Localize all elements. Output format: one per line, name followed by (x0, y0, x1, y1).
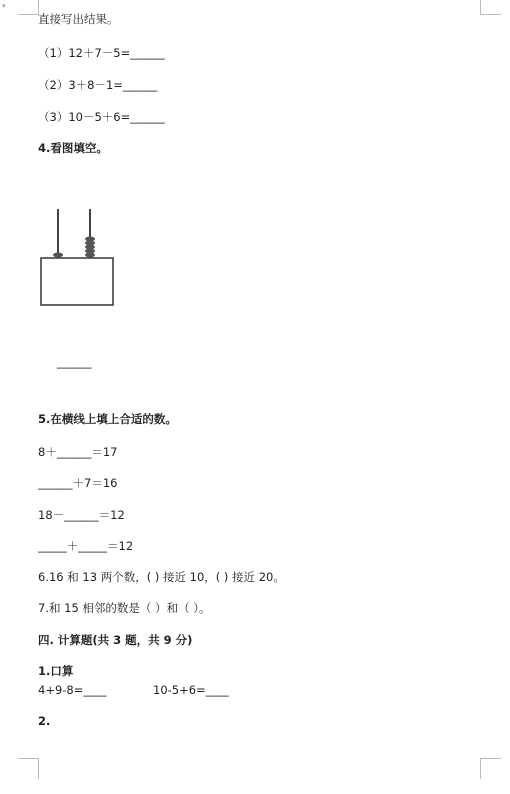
fill-in-4: _____＋_____＝12 (38, 539, 134, 553)
section-5-title: 5.在横线上填上合适的数。 (38, 412, 177, 426)
abacus-figure (38, 205, 118, 309)
subsection-1-title: 1.口算 (38, 664, 74, 678)
corner-mark-top-left (18, 0, 39, 15)
abacus-bead (53, 253, 63, 258)
abacus-frame (41, 258, 113, 305)
section-4-title: 4.看图填空。 (38, 141, 108, 155)
collapse-marker-icon[interactable]: ▾ (2, 2, 6, 10)
question-7: 7.和 15 相邻的数是（ ）和（ ）。 (38, 601, 211, 615)
oral-calc-1: 4+9-8=____ (38, 683, 107, 697)
corner-mark-bottom-left (18, 758, 39, 779)
instruction-line: 直接写出结果。 (38, 12, 119, 26)
question-3: （3）10－5＋6=______ (38, 110, 165, 124)
fill-in-3: 18－______＝12 (38, 508, 125, 522)
fill-in-1: 8＋______＝17 (38, 445, 118, 459)
question-6: 6.16 和 13 两个数，( ) 接近 10，( ) 接近 20。 (38, 570, 285, 584)
question-1: （1）12＋7－5=______ (38, 46, 165, 60)
corner-mark-top-right (480, 0, 501, 15)
fill-in-2: ______＋7＝16 (38, 476, 118, 490)
corner-mark-bottom-right (480, 758, 501, 779)
oral-calc-2: 10-5+6=____ (153, 683, 229, 697)
abacus-bead (85, 253, 95, 258)
subsection-2-title: 2. (38, 714, 51, 728)
section-heading-4: 四. 计算题(共 3 题，共 9 分) (38, 633, 193, 647)
question-2: （2）3＋8－1=______ (38, 78, 158, 92)
answer-blank: ______ (57, 355, 92, 369)
